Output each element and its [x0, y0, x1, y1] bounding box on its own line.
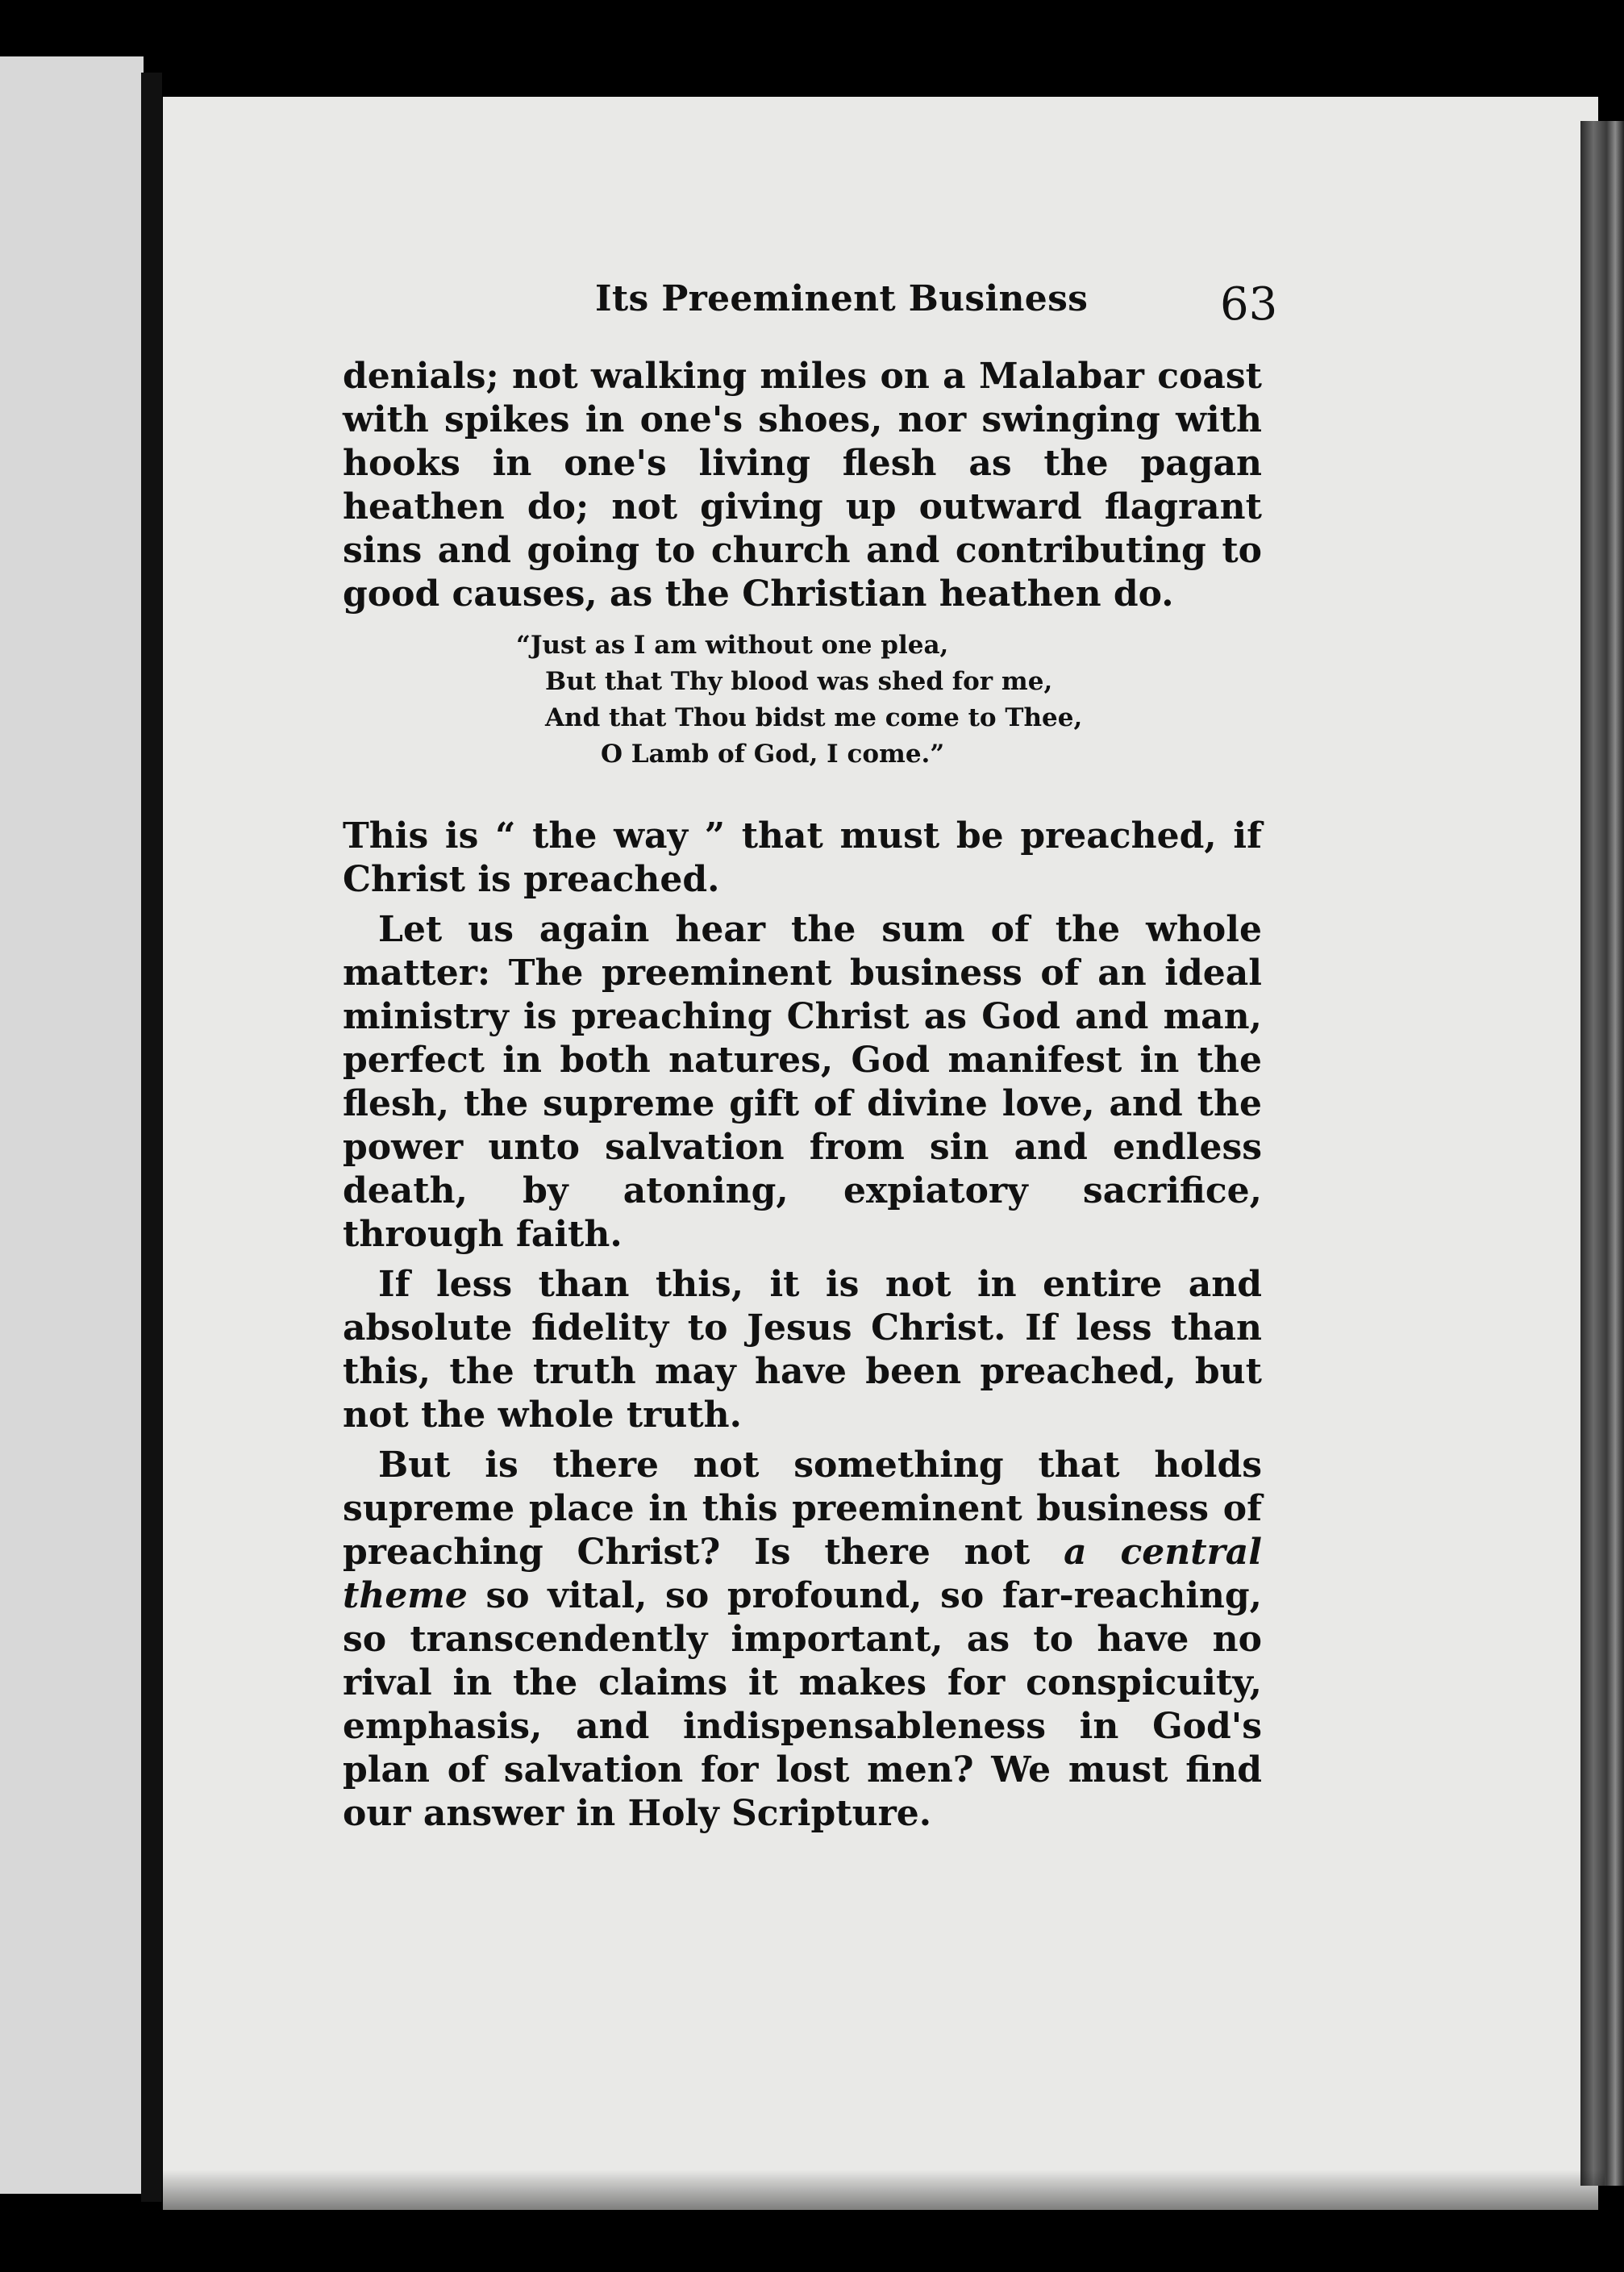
page-bottom-shadow — [161, 2170, 1605, 2218]
hymn-quote — [516, 627, 1097, 773]
paragraph-3: Let us again hear the sum of the whole matter: The preeminent business of an ideal ministry is preaching Christ as God and man, perfect in both natures, God manifest in the flesh, the supreme gift of divine love, and the power unto salvation from sin and endless death, by atoning, expiatory sacrifice, through faith. — [343, 909, 1262, 1255]
paragraph-4: If less than this, it is not in entire and absolute fidelity to Jesus Christ. If less than this, the truth may have been preached, but not the whole truth. — [343, 1264, 1262, 1436]
paragraph-5-end: so vital, so profound, so far-reaching, so transcendently important, as to have no rival in the claims it makes for conspicuity, emphasis, and indispensableness in God's plan of salvation for lost men? We must find our answer in Holy Scripture. — [343, 1575, 1262, 1834]
hymn-line-1: “Just as I am without one plea, — [516, 631, 949, 660]
paragraph-5 — [343, 1444, 1262, 1836]
hymn-line-3: And that Thou bidst me come to Thee, — [545, 703, 1083, 732]
paragraph-2: This is “ the way ” that must be preached, if Christ is preached. — [343, 815, 1262, 900]
paragraph-1-text: denials; not walking miles on a Malabar coast with spikes in one's shoes, nor swinging with hooks in one's living flesh as the pagan heathen do; not giving up outward flagrant sins and going to church and contributing to good causes, as the Christian heathen do. — [343, 356, 1262, 615]
paragraph-5-start: But is there not something that holds supreme place in this preeminent business of preaching Christ? Is there not — [343, 1444, 1262, 1573]
hymn-line-4: O Lamb of God, I come.” — [601, 740, 945, 769]
page-edges — [1580, 121, 1624, 2186]
hymn-line-2: But that Thy blood was shed for me, — [545, 667, 1053, 696]
paragraph-1 — [343, 355, 1262, 616]
book-gutter — [141, 73, 162, 2202]
central-theme-italic: a central theme — [343, 1532, 1263, 1616]
adjacent-page — [0, 56, 144, 2194]
body-text — [343, 815, 1262, 1836]
running-head: Its Preeminent Business — [595, 278, 1089, 319]
page-number: 63 — [1220, 278, 1278, 331]
